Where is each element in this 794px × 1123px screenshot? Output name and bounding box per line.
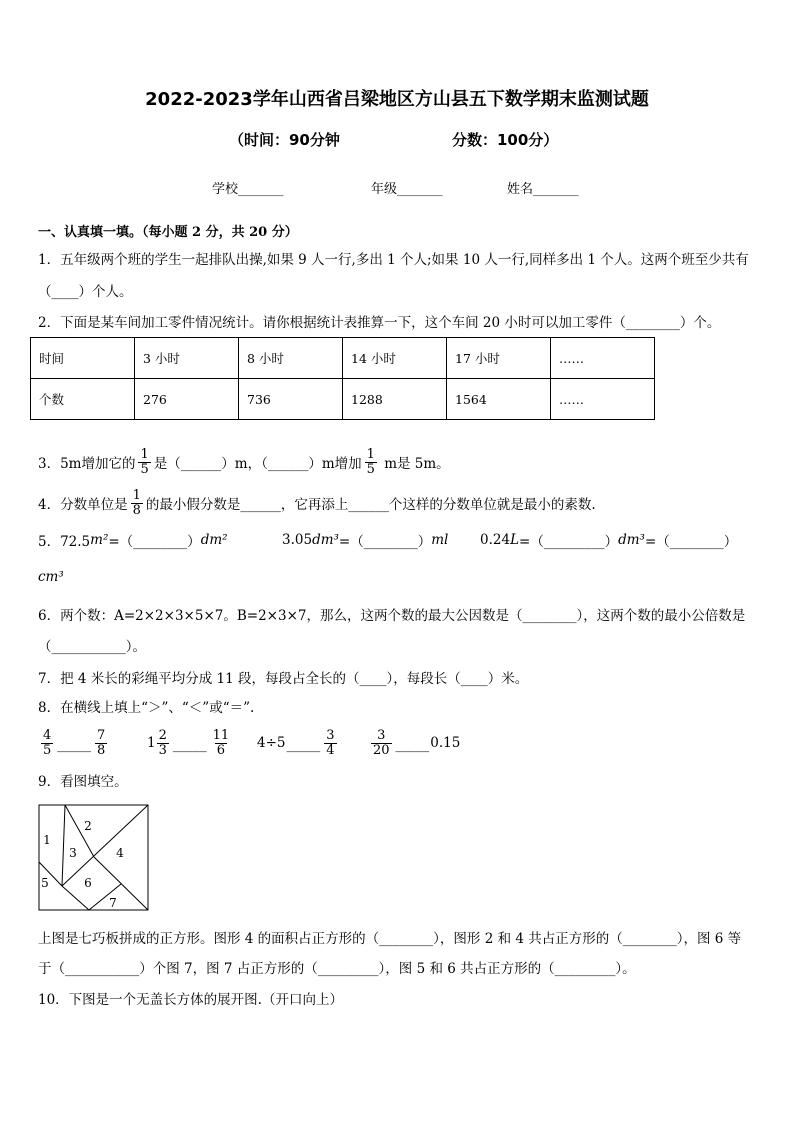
table-cell: 1564 xyxy=(447,379,551,420)
denominator: 20 xyxy=(373,742,390,758)
tangram-label-7: 7 xyxy=(109,896,117,910)
tangram-label-1: 1 xyxy=(43,833,51,847)
question-text: 0.24 xyxy=(480,532,511,548)
exam-time: （时间：90分钟 xyxy=(229,131,340,149)
question-text: （___________）。 xyxy=(38,639,146,655)
question-text: 上图是七巧板拼成的正方形。图形 4 的面积占正方形的（________），图形 2 和 4 共占正方形的（________），图 6 等 xyxy=(38,931,742,947)
denominator: 8 xyxy=(97,742,106,758)
answer-blank: _____ xyxy=(57,737,92,753)
table-cell: 8 小时 xyxy=(239,338,343,379)
tangram-label-6: 6 xyxy=(84,876,92,890)
question-4 xyxy=(38,486,596,520)
answer-blank: _____ xyxy=(286,737,321,753)
comparison-item xyxy=(368,726,460,760)
comparison-row xyxy=(0,726,794,760)
numerator: 1 xyxy=(366,446,375,462)
exam-score: 分数：100分） xyxy=(452,131,559,149)
fraction xyxy=(41,729,53,758)
fraction xyxy=(131,489,143,518)
numerator: 11 xyxy=(212,727,230,743)
expression-text: 4÷5 xyxy=(257,735,286,751)
question-text: 的最小假分数是______，它再添上______个这样的分数单位就是最小的素数. xyxy=(145,497,596,513)
question-text: 于（___________）个图 7，图 7 占正方形的（_________），图 5 和 6 共占正方形的（_________）。 xyxy=(38,961,636,977)
fraction xyxy=(324,729,336,758)
numerator: 4 xyxy=(43,727,52,743)
name-field: 姓名_______ xyxy=(507,182,579,197)
denominator: 4 xyxy=(326,742,335,758)
fraction xyxy=(138,448,150,477)
question-5 xyxy=(0,530,794,550)
question-text: 7．把 4 米长的彩绳平均分成 11 段，每段占全长的（____），每段长（____）米。 xyxy=(38,671,529,687)
question-10 xyxy=(38,988,343,1008)
question-8 xyxy=(38,696,254,716)
table-row-time xyxy=(31,338,655,379)
table-cell: 17 小时 xyxy=(447,338,551,379)
fraction xyxy=(95,729,107,758)
unit-label: ml xyxy=(431,532,449,548)
question-text: =（_________） xyxy=(519,534,619,550)
numerator: 3 xyxy=(377,727,386,743)
question-text: =（________） xyxy=(108,534,201,550)
section-heading xyxy=(38,220,298,240)
unit-label: dm³ xyxy=(312,532,339,548)
table-cell: …… xyxy=(551,338,655,379)
question-text: 5．72.5 xyxy=(38,534,91,550)
denominator: 5 xyxy=(366,461,375,477)
denominator: 5 xyxy=(43,742,52,758)
fraction xyxy=(157,729,169,758)
question-9-line-1 xyxy=(38,927,741,947)
denominator: 6 xyxy=(216,742,226,758)
whole-number: 1 xyxy=(147,735,156,751)
question-text: 4．分数单位是 xyxy=(38,497,128,513)
question-5-line-2 xyxy=(38,567,64,587)
numerator: 3 xyxy=(326,727,335,743)
tangram-edge xyxy=(94,857,148,910)
section-heading-text: 一、认真填一填。（每小题 2 分，共 20 分） xyxy=(38,224,298,240)
question-text: m是 5m。 xyxy=(379,456,450,472)
question-7 xyxy=(38,667,528,687)
numerator: 1 xyxy=(132,487,141,503)
question-text: 8．在横线上填上“＞”、“＜”或“＝”. xyxy=(38,700,255,716)
tangram-label-4: 4 xyxy=(116,846,124,860)
answer-blank: _____ xyxy=(172,737,207,753)
tangram-label-2: 2 xyxy=(84,819,92,833)
question-1-line-2 xyxy=(38,280,133,300)
production-table xyxy=(30,337,655,420)
question-1-line-1 xyxy=(38,248,749,268)
question-3 xyxy=(38,445,450,479)
comparison-item xyxy=(147,726,234,760)
denominator: 5 xyxy=(140,461,149,477)
fraction xyxy=(371,729,392,758)
tangram-edge xyxy=(62,805,65,886)
table-cell: 个数 xyxy=(31,379,135,420)
question-text: =（________） xyxy=(644,534,738,550)
school-field: 学校_______ xyxy=(212,182,284,197)
fraction xyxy=(211,729,232,758)
table-cell: …… xyxy=(551,379,655,420)
exam-title: 2022-2023学年山西省吕梁地区方山县五下数学期末监测试题 xyxy=(145,89,649,110)
table-row-count xyxy=(31,379,655,420)
tangram-label-5: 5 xyxy=(41,876,49,890)
tangram-figure xyxy=(38,804,150,912)
question-text: （____）个人。 xyxy=(38,284,133,300)
question-2 xyxy=(38,311,720,331)
numerator: 7 xyxy=(97,727,106,743)
table-cell: 14 小时 xyxy=(343,338,447,379)
question-text: 1．五年级两个班的学生一起排队出操,如果 9 人一行,多出 1 个人;如果 10 人一行,同样多出 1 个人。这两个班至少共有 xyxy=(38,252,749,268)
table-cell: 3 小时 xyxy=(135,338,239,379)
table-cell: 276 xyxy=(135,379,239,420)
question-text: 2．下面是某车间加工零件情况统计。请你根据统计表推算一下，这个车间 20 小时可以加工零件（________）个。 xyxy=(38,315,721,331)
unit-conversion-1 xyxy=(38,530,228,550)
expression-text: 0.15 xyxy=(430,735,461,751)
question-text: 9．看图填空。 xyxy=(38,774,128,790)
table-cell: 736 xyxy=(239,379,343,420)
question-text: 6．两个数：A=2×2×3×5×7。B=2×3×7，那么，这两个数的最大公因数是（________），这两个数的最小公倍数是 xyxy=(38,608,746,624)
question-text: 10．下图是一个无盖长方体的展开图.（开口向上） xyxy=(38,992,343,1008)
unit-conversion-3 xyxy=(480,530,737,550)
unit-label: dm³ xyxy=(618,532,645,548)
grade-field: 年级_______ xyxy=(371,182,443,197)
question-9-line-2 xyxy=(38,957,636,977)
table-cell: 1288 xyxy=(343,379,447,420)
table-cell: 时间 xyxy=(31,338,135,379)
comparison-item xyxy=(257,726,340,760)
question-6-line-2 xyxy=(38,635,146,655)
numerator: 2 xyxy=(158,727,167,743)
tangram-label-3: 3 xyxy=(69,846,77,860)
denominator: 8 xyxy=(132,502,141,518)
unit-label: m² xyxy=(90,532,109,548)
question-text: 3.05 xyxy=(282,532,313,548)
question-text: 3．5m增加它的 xyxy=(38,456,136,472)
question-text: 是（______）m，（______）m增加 xyxy=(153,456,362,472)
question-9 xyxy=(38,770,128,790)
answer-blank: _____ xyxy=(395,737,430,753)
unit-label: dm² xyxy=(200,532,228,548)
question-6-line-1 xyxy=(38,604,745,624)
unit-label: cm³ xyxy=(38,569,64,585)
unit-label: L xyxy=(510,532,520,548)
question-text: =（________） xyxy=(338,534,432,550)
comparison-item xyxy=(38,726,110,760)
numerator: 1 xyxy=(140,446,149,462)
fraction xyxy=(365,448,377,477)
denominator: 3 xyxy=(158,742,167,758)
unit-conversion-2 xyxy=(282,530,448,550)
